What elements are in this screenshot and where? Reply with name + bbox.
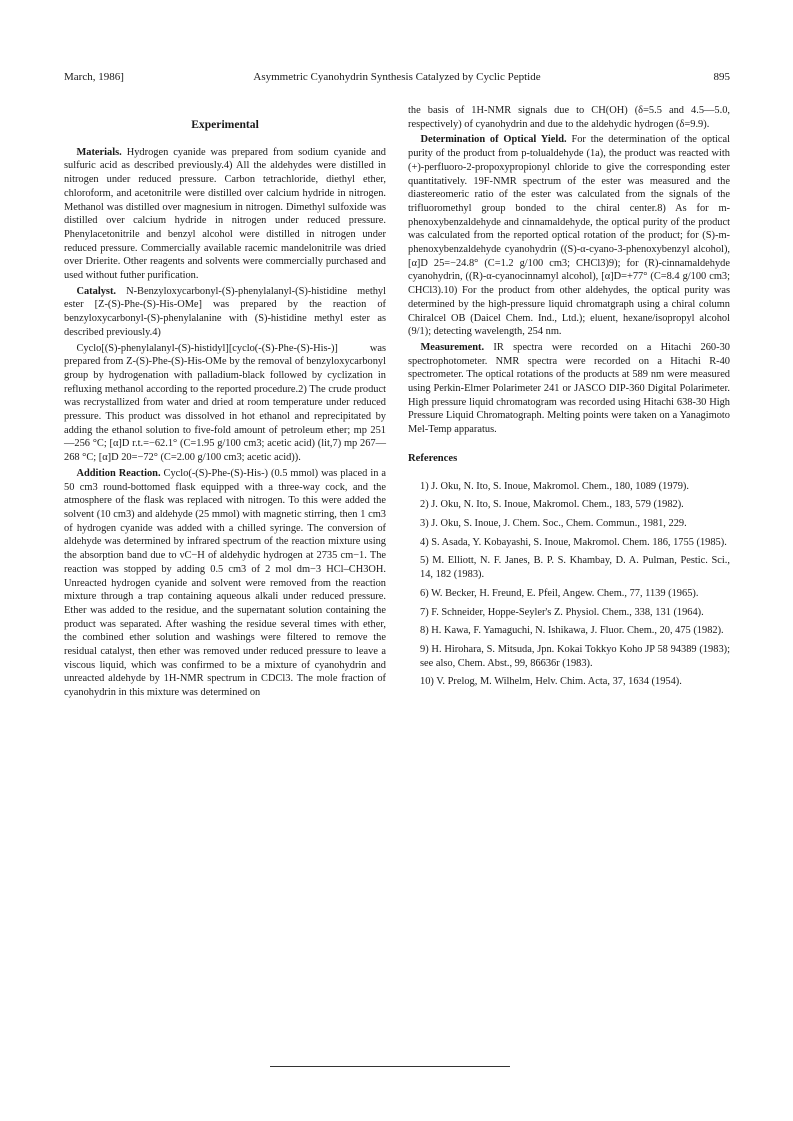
reference-item: 5) M. Elliott, N. F. Janes, B. P. S. Khambay, D. A. Pulman, Pestic. Sci., 14, 182 (1983). [420,555,730,581]
reference-list [408,480,730,689]
running-header [64,71,730,87]
reference-item: 4) S. Asada, Y. Kobayashi, S. Inoue, Makromol. Chem. 186, 1755 (1985). [420,536,727,548]
references-heading: References [408,452,458,464]
measurement-paragraph [408,341,730,437]
end-rule [270,1066,510,1067]
catalyst-text: N-Benzyloxycarbonyl-(S)-phenylalanyl-(S)-histidine methyl ester [Z-(S)-Phe-(S)-His-OMe] was prepared by the reaction of benzyloxycarbonyl-(S)-phenylalanine with (S)-histidine methyl ester as described previously.4) [64,285,386,338]
continued-text: the basis of 1H-NMR signals due to CH(OH) (δ=5.5 and 4.5—5.0, respectively) of cyanohydrin and due to the aldehydic hydrogen (δ=9.9). [408,105,730,130]
reference-item: 8) H. Kawa, F. Yamaguchi, N. Ishikawa, J. Fluor. Chem., 20, 475 (1982). [420,625,724,637]
cyclo-paragraph [64,342,386,465]
reference-item: 1) J. Oku, N. Ito, S. Inoue, Makromol. Chem., 180, 1089 (1979). [420,480,689,492]
right-column [408,104,730,694]
reference-item: 6) W. Becker, H. Freund, E. Pfeil, Angew. Chem., 77, 1139 (1965). [420,587,699,599]
measurement-text: IR spectra were recorded on a Hitachi 260-30 spectrophotometer. NMR spectra were recorded on a Hitachi R-40 spectrometer. The optical rotations of the products at 589 nm were measured using Perkin-Elmer Polarimeter 241 or JASCO DIP-360 Digital Polarimeter. High pressure liquid chromatogram was recorded using Hitachi 638-30 High Pressure Liquid Chromatograph. Melting points were taken on a Yanagimoto Mel-Temp apparatus. [408,341,730,436]
catalyst-heading: Catalyst. [76,285,117,297]
materials-heading: Materials. [76,146,122,158]
left-column [64,104,386,702]
section-title: Experimental [191,118,259,131]
reference-item: 10) V. Prelog, M. Wilhelm, Helv. Chim. Acta, 37, 1634 (1954). [420,676,682,688]
addition-paragraph [64,467,386,700]
addition-heading: Addition Reaction. [76,467,161,479]
reference-item: 7) F. Schneider, Hoppe-Seyler's Z. Physiol. Chem., 338, 131 (1964). [420,606,704,618]
addition-text: Cyclo(-(S)-Phe-(S)-His-) (0.5 mmol) was placed in a 50 cm3 round-bottomed flask equipped with a three-way cock, and the atmosphere of the flask was replaced with nitrogen. To this were added the solvent (10 cm3) and aldehyde (25 mmol) with magnetic stirring, then 1 cm3 of hydrogen cyanide was added with a chilled syringe. The conversion of aldehyde was determined by infrared spectrum of the reaction mixture using the absorption band due to νC−H of aldehydic hydrogen at 2735 cm−1. The reaction was stopped by adding 0.5 cm3 of 2 mol dm−3 HCl–CH3OH. Unreacted hydrogen cyanide and solvent were removed from the reaction mixture through a trap containing aqueous alkali under reduced pressure. Ether was added to the residue, and the supernatant solution containing the product was separated. After washing the residue several times with ether, the combined ether solution and washings were filtered to remove the residual catalyst, then ether was removed under reduced pressure to leave a viscous liquid, which was confirmed to be a mixture of cyanohydrin and unreacted aldehyde by 1H-NMR spectrum in CDCl3. The mole fraction of cyanohydrin in this mixture was determined on [64,467,386,699]
measurement-heading: Measurement. [420,341,485,353]
continued-paragraph [408,104,730,131]
optical-text: For the determination of the optical purity of the product from p-tolualdehyde (1a), the product was reacted with (+)-perfluoro-2-propoxypropionyl chloride to give the corresponding ester quantitatively. 19F-NMR spectrum of the ester was measured and the diastereomeric ratio of the ester was calculated from the signals of the trifluoromethyl group bonded to the chiral center.8) As for m-phenoxybenzaldehyde and cinnamaldehyde, the optical purity of the product was calculated from the reported optical rotation of the product; for (S)-m-phenoxybenzaldehyde cyanohydrin ((S)-α-cyano-3-phenoxybenzyl alcohol), [α]D 25=−24.8° (C=1.2 g/100 cm3; CHCl3)9); for (R)-cinnamaldehyde cyanohydrin, ((R)-α-cyanocinnamyl alcohol), [α]D=+77° (C=8.4 g/100 cm3; CHCl3).10) For the product from other aldehydes, the optical purity was determined by the high-pressure liquid chromatgraph using a chiral column Chiralcel OB (Daicel Chem. Ind., Ltd.); eluent, hexane/isopropyl alcohol (9/1); detecting wavelength, 254 nm. [408,134,731,338]
catalyst-paragraph [64,285,386,340]
page-number: 895 [713,71,730,83]
running-title: Asymmetric Cyanohydrin Synthesis Catalyzed by Cyclic Peptide [253,71,541,83]
materials-text: Hydrogen cyanide was prepared from sodium cyanide and sulfuric acid as described previously.4) All the aldehydes were distilled in nitrogen under reduced pressure. Carbon tetrachloride, diethyl ether, chloroform, and acetonitrile were distilled over calcium hydride in nitrogen. Methanol was distilled over magnesium in nitrogen. Dimethyl sulfoxide was distilled over calcium hydride in nitrogen under reduced pressure. Phenylacetonitrile and benzyl alcohol were distilled in nitrogen under reduced pressure. Commercially available racemic mandelonitrile was dried over Drierite. Other reagents and solvents were commercially purchased and used without futher purification. [64,146,386,282]
issue-date: March, 1986] [64,71,124,83]
materials-paragraph [64,146,386,283]
cyclo-text: Cyclo[(S)-phenylalanyl-(S)-histidyl][cyclo(-(S)-Phe-(S)-His-)] was prepared from Z-(S)-Phe-(S)-His-OMe by the removal of benzyloxycarbonyl group by hydrogenation with palladium-black followed by cyclization in refluxing methanol according to the reported procedure.2) The crude product was recrystallized from water and dried at room temperature under reduced pressure. This product was dissolved in hot ethanol and reprecipitated by adding the ethanol solution to five-fold amount of petroleum ether; mp 251—256 °C; [α]D r.t.=−62.1° (C=1.95 g/100 cm3; acetic acid) (lit,7) mp 267—268 °C; [α]D 20=−72° (C=2.00 g/100 cm3; acetic acid)). [64,342,386,464]
reference-item: 2) J. Oku, N. Ito, S. Inoue, Makromol. Chem., 183, 579 (1982). [420,499,684,511]
reference-item: 9) H. Hirohara, S. Mitsuda, Jpn. Kokai Tokkyo Koho JP 58 94389 (1983); see also, Chem. Abst., 99, 86636r (1983). [420,643,730,669]
optical-heading: Determination of Optical Yield. [420,134,567,146]
optical-paragraph [408,133,730,339]
reference-item: 3) J. Oku, S. Inoue, J. Chem. Soc., Chem. Commun., 1981, 229. [420,517,687,529]
